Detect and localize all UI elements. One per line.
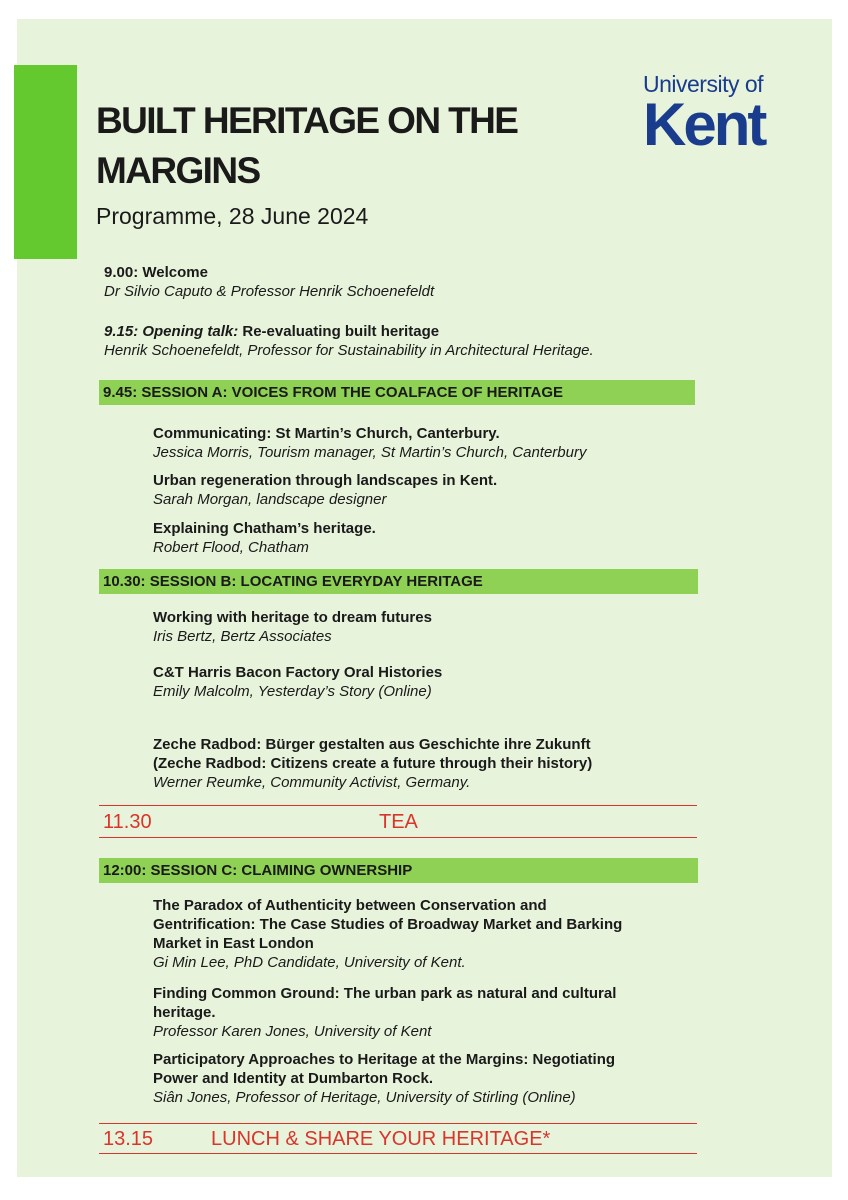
talk-item [153, 608, 432, 646]
talk-title-line: Power and Identity at Dumbarton Rock. [153, 1070, 434, 1087]
tea-break [99, 805, 697, 838]
welcome-heading: 9.00: Welcome [104, 264, 208, 281]
page-title: BUILT HERITAGE ON THE MARGINS [96, 100, 518, 191]
programme-date: Programme, 28 June 2024 [96, 203, 369, 229]
talk-title-line: heritage. [153, 1004, 216, 1021]
talk-item [153, 735, 592, 792]
lunch-time: 13.15 [103, 1128, 154, 1150]
talk-title-line: Participatory Approaches to Heritage at the Margins: Negotiating [153, 1051, 616, 1068]
talk-title: Communicating: St Martin’s Church, Canterbury. [153, 425, 500, 442]
talk-title-line: Gentrification: The Case Studies of Broadway Market and Barking [153, 916, 623, 933]
talk-title-translation: (Zeche Radbod: Citizens create a future through their history) [153, 755, 593, 772]
talk-title: Zeche Radbod: Bürger gestalten aus Geschichte ihre Zukunft [153, 736, 591, 753]
talk-title-line: The Paradox of Authenticity between Conservation and [153, 897, 547, 914]
talk-item [153, 471, 497, 509]
opening-talk-title: Re-evaluating built heritage [238, 323, 440, 340]
talk-item [153, 1050, 615, 1107]
talk-speaker: Jessica Morris, Tourism manager, St Martin’s Church, Canterbury [153, 444, 587, 461]
green-accent-bar [14, 65, 77, 259]
tea-label: TEA [379, 811, 418, 833]
talk-speaker: Sarah Morgan, landscape designer [153, 491, 387, 508]
talk-speaker: Gi Min Lee, PhD Candidate, University of Kent. [153, 954, 466, 971]
lunch-break [99, 1123, 697, 1154]
talk-speaker: Iris Bertz, Bertz Associates [153, 628, 332, 645]
talk-item [153, 896, 622, 972]
session-c-header: 12:00: SESSION C: CLAIMING OWNERSHIP [99, 858, 698, 883]
talk-speaker: Professor Karen Jones, University of Kent [153, 1023, 432, 1040]
opening-talk-speaker: Henrik Schoenefeldt, Professor for Sustainability in Architectural Heritage. [104, 342, 594, 359]
talk-title: Urban regeneration through landscapes in Kent. [153, 472, 498, 489]
logo-main-text: Kent [643, 91, 765, 158]
talk-title: Working with heritage to dream futures [153, 609, 432, 626]
opening-talk-item [104, 322, 594, 360]
talk-title-line: Market in East London [153, 935, 314, 952]
session-a-header: 9.45: SESSION A: VOICES FROM THE COALFACE OF HERITAGE [99, 380, 695, 405]
talk-speaker: Werner Reumke, Community Activist, Germany. [153, 774, 471, 791]
logo-top-text: University of [643, 71, 764, 97]
talk-item [153, 984, 616, 1041]
talk-speaker: Siân Jones, Professor of Heritage, University of Stirling (Online) [153, 1089, 576, 1106]
talk-speaker: Robert Flood, Chatham [153, 539, 309, 556]
talk-title: C&T Harris Bacon Factory Oral Histories [153, 664, 443, 681]
lunch-label: LUNCH & SHARE YOUR HERITAGE* [211, 1128, 551, 1150]
tea-time: 11.30 [103, 811, 152, 833]
welcome-item [104, 263, 434, 301]
talk-item [153, 519, 376, 557]
talk-speaker: Emily Malcolm, Yesterday’s Story (Online) [153, 683, 432, 700]
university-of-kent-logo [643, 70, 783, 158]
welcome-speakers: Dr Silvio Caputo & Professor Henrik Schoenefeldt [104, 283, 435, 300]
talk-title: Explaining Chatham’s heritage. [153, 520, 376, 537]
session-b-header: 10.30: SESSION B: LOCATING EVERYDAY HERITAGE [99, 569, 698, 594]
talk-item [153, 424, 586, 462]
talk-title-line: Finding Common Ground: The urban park as natural and cultural [153, 985, 617, 1002]
opening-talk-time: 9.15: Opening talk: [104, 323, 239, 340]
talk-item [153, 663, 442, 701]
